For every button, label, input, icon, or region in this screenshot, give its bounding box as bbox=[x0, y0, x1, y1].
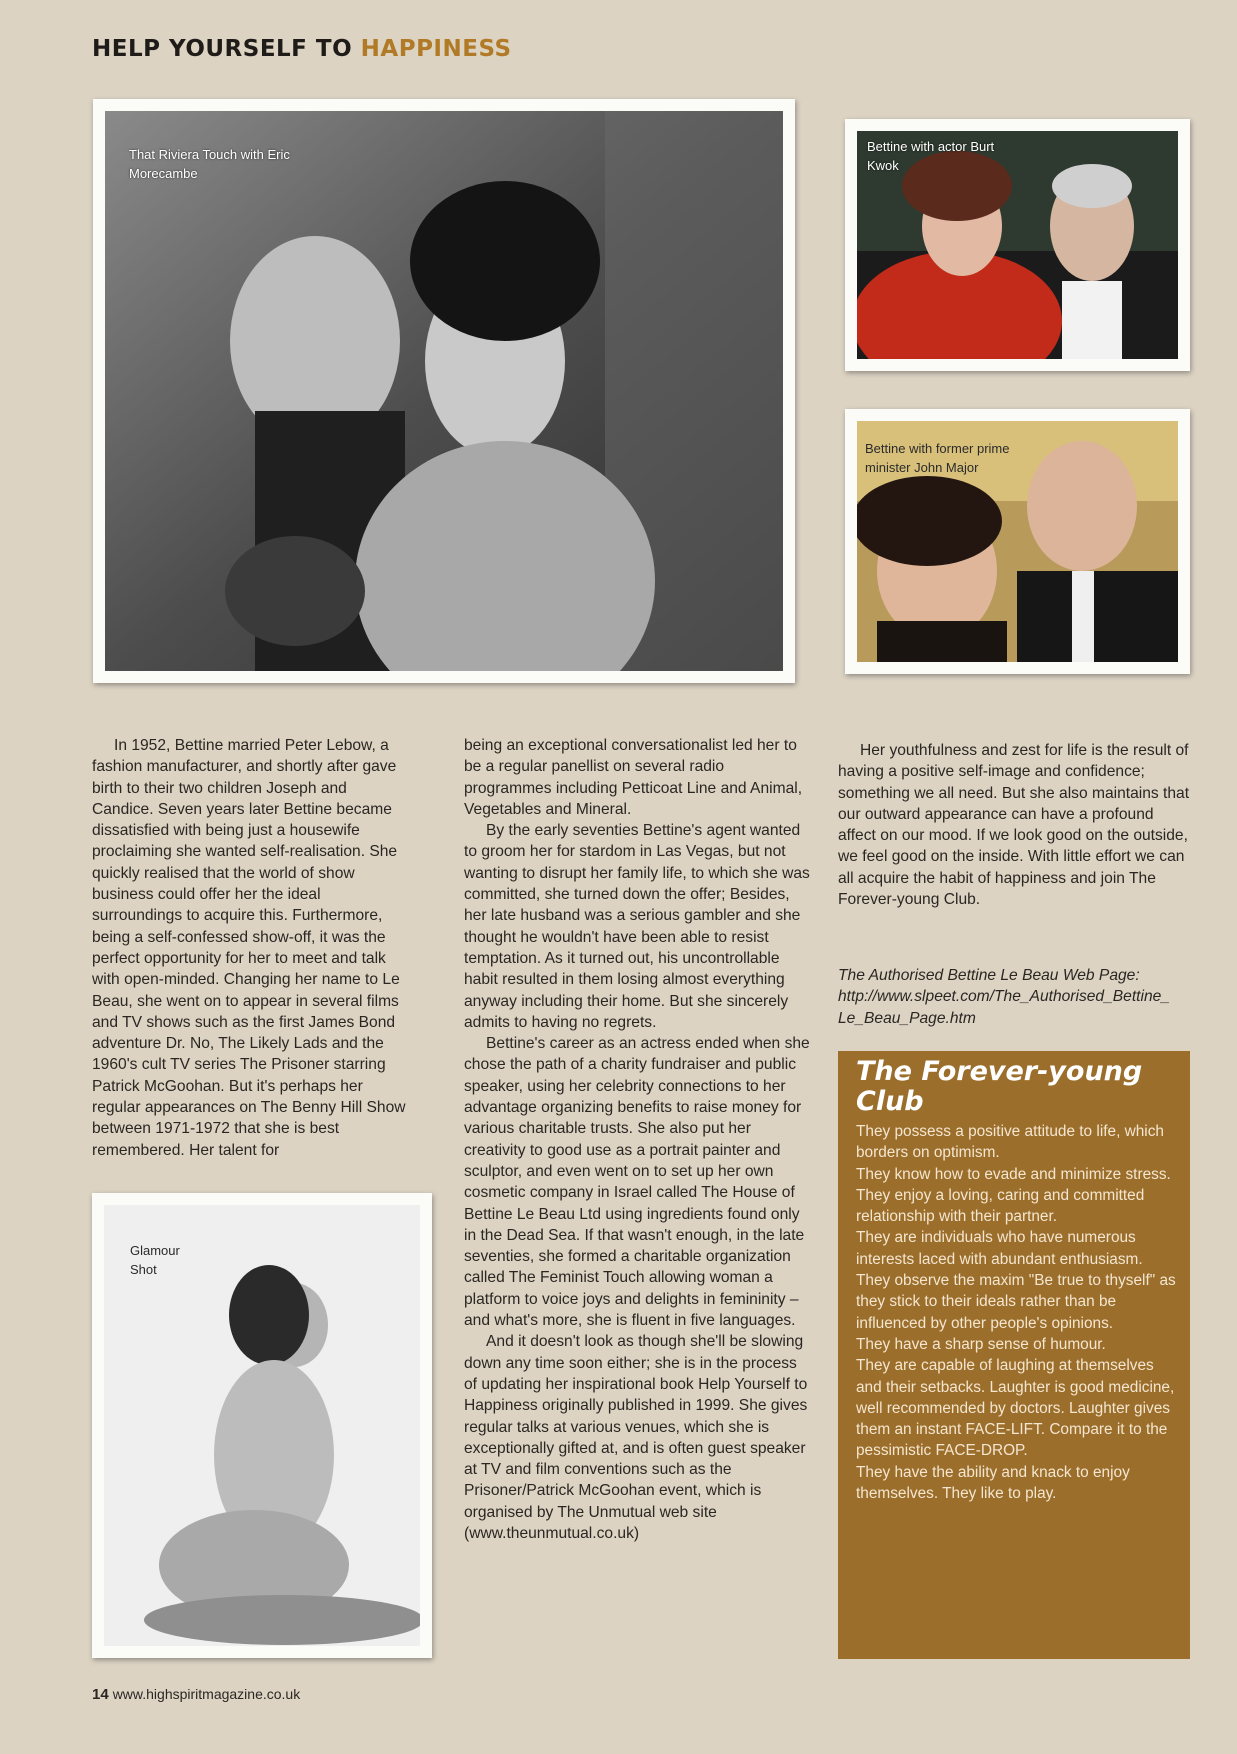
article-paragraph: Her youthfulness and zest for life is the result of having a positive self-image and confidence; something we all need. But she also maintains that our outward appearance can have a profound affect on our mood. If we look good on the outside, we feel good on the inside. With little effort we can all acquire the habit of happiness and join The Forever-young Club. bbox=[838, 742, 1190, 909]
photo-glamour-image bbox=[104, 1205, 420, 1646]
header-title-accent: HAPPINESS bbox=[360, 36, 512, 62]
photo-main-caption: That Riviera Touch with Eric Morecambe bbox=[129, 147, 290, 181]
article-column-3 bbox=[838, 740, 1190, 910]
list-item: They enjoy a loving, caring and committed relationship with their partner. bbox=[856, 1186, 1145, 1226]
article-column-1 bbox=[92, 735, 412, 1161]
list-item: They observe the maxim "Be true to thyself" as they stick to their ideals rather than be influenced by other people's opinions. bbox=[856, 1272, 1176, 1332]
forever-young-club-box bbox=[838, 1051, 1190, 1659]
article-paragraph: In 1952, Bettine married Peter Lebow, a fashion manufacturer, and shortly after gave birth to their two children Joseph and Candice. Seven years later Bettine became dissatisfied with being just a housewife proclaiming she wanted self-realisation. She quickly realised that the world of show business could offer her the ideal surroundings to acquire this. Furthermore, being a self-confessed show-off, it was the perfect opportunity for her to meet and talk with open-minded. Changing her name to Le Beau, she went on to appear in several films and TV shows such as the first James Bond adventure Dr. No, The Likely Lads and the 1960's cult TV series The Prisoner starring Patrick McGoohan. But it's perhaps her regular appearances on The Benny Hill Show between 1971-1972 that she is best remembered. Her talent for bbox=[92, 737, 406, 1159]
list-item: They have a sharp sense of humour. bbox=[856, 1335, 1106, 1353]
photo-john-major-image bbox=[857, 421, 1178, 662]
list-item: They are individuals who have numerous interests laced with abundant enthusiasm. bbox=[856, 1229, 1143, 1268]
photo-john-major-caption: Bettine with former prime minister John Major bbox=[865, 441, 1010, 475]
page-number: 14 bbox=[92, 1686, 109, 1703]
page-header bbox=[92, 36, 512, 62]
list-item: They possess a positive attitude to life, which borders on optimism. bbox=[856, 1123, 1164, 1162]
article-paragraph: And it doesn't look as though she'll be slowing down any time soon either; she is in the process of updating her inspirational book Help Yourself to Happiness originally published in 1999. She gives regular talks at various venues, which she is exceptionally gifted at, and is often guest speaker at TV and film conventions such as the Prisoner/Patrick McGoohan event, which is organised by The Unmutual web site (www.theunmutual.co.uk) bbox=[464, 1333, 808, 1542]
sidebar-title: The Forever-young Club bbox=[856, 1056, 1143, 1117]
photo-glamour-caption: Glamour Shot bbox=[130, 1243, 180, 1277]
article-paragraph: being an exceptional conversationalist led her to be a regular panellist on several radio programmes including Petticoat Line and Animal, Vegetables and Mineral. bbox=[464, 737, 803, 818]
list-item: They have the ability and knack to enjoy themselves. They like to play. bbox=[856, 1463, 1130, 1503]
photo-burt-kwok bbox=[845, 119, 1190, 371]
web-page-url[interactable]: http://www.slpeet.com/The_Authorised_Bettine_Le_Beau_Page.htm bbox=[838, 988, 1170, 1027]
photo-john-major bbox=[845, 409, 1190, 674]
web-page-label: The Authorised Bettine Le Beau Web Page: bbox=[838, 967, 1140, 984]
article-paragraph: Bettine's career as an actress ended when she chose the path of a charity fundraiser and public speaker, using her celebrity connections to her advantage organizing benefits to raise money for various charitable trusts. She also put her creativity to good use as a portrait painter and sculptor, and even went on to set up her own cosmetic company in Israel called The House of Bettine Le Beau Ltd using ingredients found only in the Dead Sea. If that wasn't enough, in the late seventies, she formed a charitable organization called The Feminist Touch allowing woman a platform to voice joys and delights in femininity – and what's more, she is fluent in five languages. bbox=[464, 1035, 810, 1330]
photo-main bbox=[93, 99, 795, 683]
list-item: They know how to evade and minimize stress. bbox=[856, 1165, 1171, 1183]
list-item: They are capable of laughing at themselves and their setbacks. Laughter is good medicine, well recommended by doctors. Laughter gives them an instant FACE-LIFT. Compare it to the pessimistic FACE-DROP. bbox=[856, 1357, 1175, 1460]
photo-glamour bbox=[92, 1193, 432, 1658]
footer-url[interactable]: www.highspiritmagazine.co.uk bbox=[112, 1686, 301, 1702]
sidebar-list bbox=[856, 1121, 1176, 1504]
article-paragraph: By the early seventies Bettine's agent wanted to groom her for stardom in Las Vegas, but not wanting to disrupt her family life, to which she was committed, she turned down the offer; Besides, her late husband was a serious gambler and she thought he wouldn't have been able to resist temptation. As it turned out, his uncontrollable habit resulted in them losing almost everything anyway including their home. But she sincerely admits to having no regrets. bbox=[464, 822, 810, 1031]
photo-main-image bbox=[105, 111, 783, 671]
page-footer bbox=[92, 1686, 300, 1703]
header-title: HELP YOURSELF TO bbox=[92, 36, 361, 62]
web-page-reference bbox=[838, 965, 1178, 1029]
photo-burt-kwok-image bbox=[857, 131, 1178, 359]
photo-burt-kwok-caption: Bettine with actor Burt Kwok bbox=[867, 139, 995, 173]
article-column-2 bbox=[464, 735, 814, 1544]
